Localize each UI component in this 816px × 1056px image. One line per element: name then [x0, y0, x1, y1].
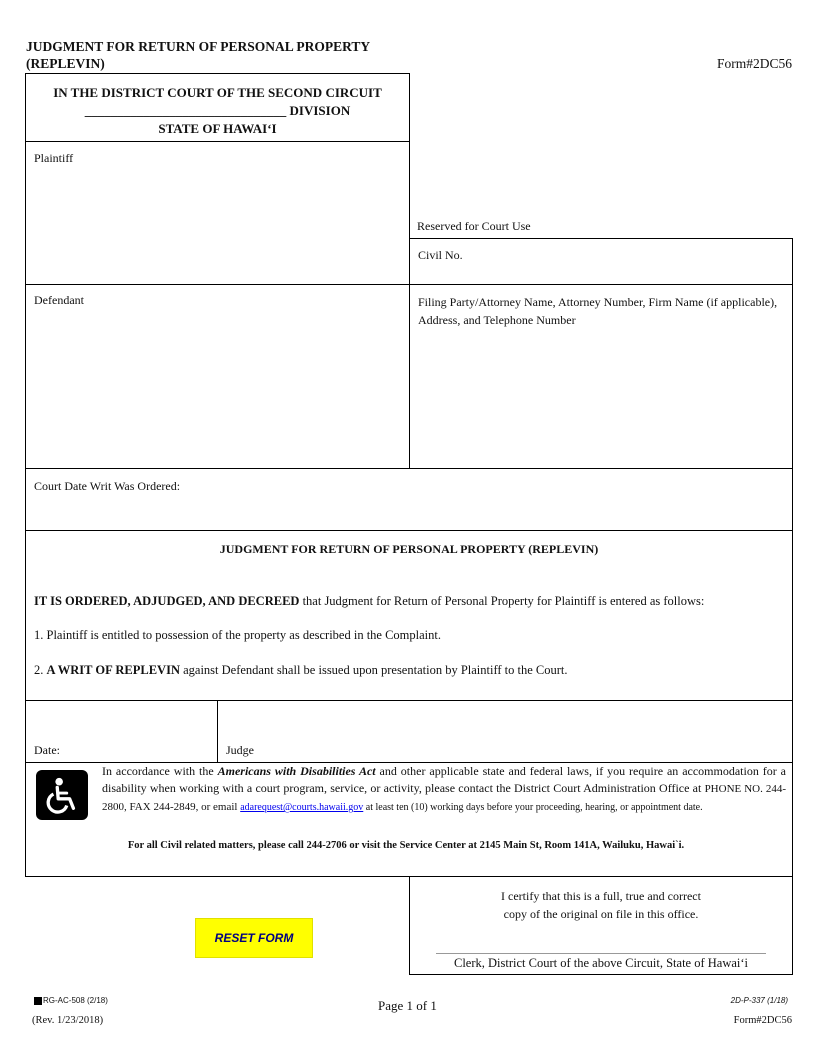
- certification-box: [409, 876, 793, 975]
- filing-party-label: Filing Party/Attorney Name, Attorney Number, Firm Name (if applicable), Address, and Telephone Number: [418, 295, 778, 327]
- footer-form-number: Form#2DC56: [733, 1015, 792, 1026]
- writ-bold: A WRIT OF REPLEVIN: [46, 663, 180, 677]
- ada-text-a: In accordance with the: [102, 764, 218, 778]
- defendant-field[interactable]: [25, 284, 410, 469]
- footer-revision: (Rev. 1/23/2018): [32, 1015, 104, 1026]
- footer-logo-icon: [34, 997, 42, 1005]
- title-line-2: (REPLEVIN): [26, 56, 105, 71]
- civil-matters-note: For all Civil related matters, please call 244-2706 or visit the Service Center at 2145 Main St, Room 141A, Wailuku, Hawai`i.: [127, 840, 685, 851]
- court-date-field[interactable]: [25, 468, 793, 531]
- page-number: Page 1 of 1: [378, 998, 437, 1013]
- order-bold: IT IS ORDERED, ADJUDGED, AND DECREED: [34, 594, 300, 608]
- date-label: Date:: [34, 743, 60, 757]
- footer-code-right: 2D-P-337 (1/18): [730, 996, 788, 1005]
- defendant-label: Defendant: [34, 293, 84, 307]
- document-title: [26, 38, 370, 72]
- order-text: that Judgment for Return of Personal Property for Plaintiff is entered as follows:: [299, 594, 705, 608]
- plaintiff-field[interactable]: [25, 141, 410, 285]
- judgment-item-1: 1. Plaintiff is entitled to possession of the property as described in the Complaint.: [34, 628, 442, 642]
- court-caption-box: [25, 73, 410, 142]
- state-name: STATE OF HAWAI‘I: [158, 121, 277, 136]
- reserved-label: Reserved for Court Use: [417, 219, 531, 233]
- order-paragraph: [34, 594, 704, 609]
- court-name: IN THE DISTRICT COURT OF THE SECOND CIRCUIT: [53, 85, 382, 100]
- judgment-item-2: [34, 663, 568, 678]
- item-2-text: against Defendant shall be issued upon presentation by Plaintiff to the Court.: [179, 663, 568, 677]
- form-number: Form#2DC56: [716, 56, 792, 71]
- court-date-label: Court Date Writ Was Ordered:: [34, 479, 181, 493]
- reset-form-button[interactable]: RESET FORM: [195, 918, 313, 958]
- division-line: _______________________________ DIVISION: [84, 103, 351, 118]
- clerk-label: Clerk, District Court of the above Circuit, State of Hawai‘i: [453, 956, 749, 970]
- judgment-section: [25, 530, 793, 701]
- judge-signature-field[interactable]: [217, 700, 793, 763]
- footer-code-left-text: RG-AC-508 (2/18): [43, 996, 108, 1005]
- civil-no-label: Civil No.: [418, 248, 463, 262]
- civil-no-field[interactable]: [409, 238, 793, 285]
- certify-line-2: copy of the original on file in this office.: [503, 907, 699, 921]
- ada-email-link[interactable]: adarequest@courts.hawaii.gov: [240, 802, 364, 813]
- item-2-number: 2.: [34, 663, 47, 677]
- plaintiff-label: Plaintiff: [34, 151, 74, 165]
- judgment-heading: JUDGMENT FOR RETURN OF PERSONAL PROPERTY (REPLEVIN): [219, 542, 599, 556]
- certify-line-1: I certify that this is a full, true and correct: [501, 889, 701, 903]
- wheelchair-icon-graphic: [43, 776, 81, 814]
- footer-code-left: [34, 996, 108, 1005]
- filing-party-field[interactable]: [409, 284, 793, 469]
- title-line-1: JUDGMENT FOR RETURN OF PERSONAL PROPERTY: [26, 39, 371, 54]
- ada-text-c: at least ten (10) working days before your proceeding, hearing, or appointment date.: [363, 802, 703, 813]
- clerk-signature-line[interactable]: [436, 953, 766, 954]
- ada-notice-text: [102, 763, 786, 816]
- ada-act-name: Americans with Disabilities Act: [217, 764, 376, 778]
- wheelchair-icon: [36, 770, 88, 820]
- judge-label: Judge: [226, 743, 254, 757]
- ada-text-b: and other applicable state and federal laws, if you require an accommodation for a disability when working with a court program, service, or activity, please contact the District Court Administration Office at: [102, 764, 786, 795]
- date-field[interactable]: [25, 700, 218, 763]
- ada-phone: PHONE NO. 244-2800, FAX 244-2849, or email: [102, 783, 786, 813]
